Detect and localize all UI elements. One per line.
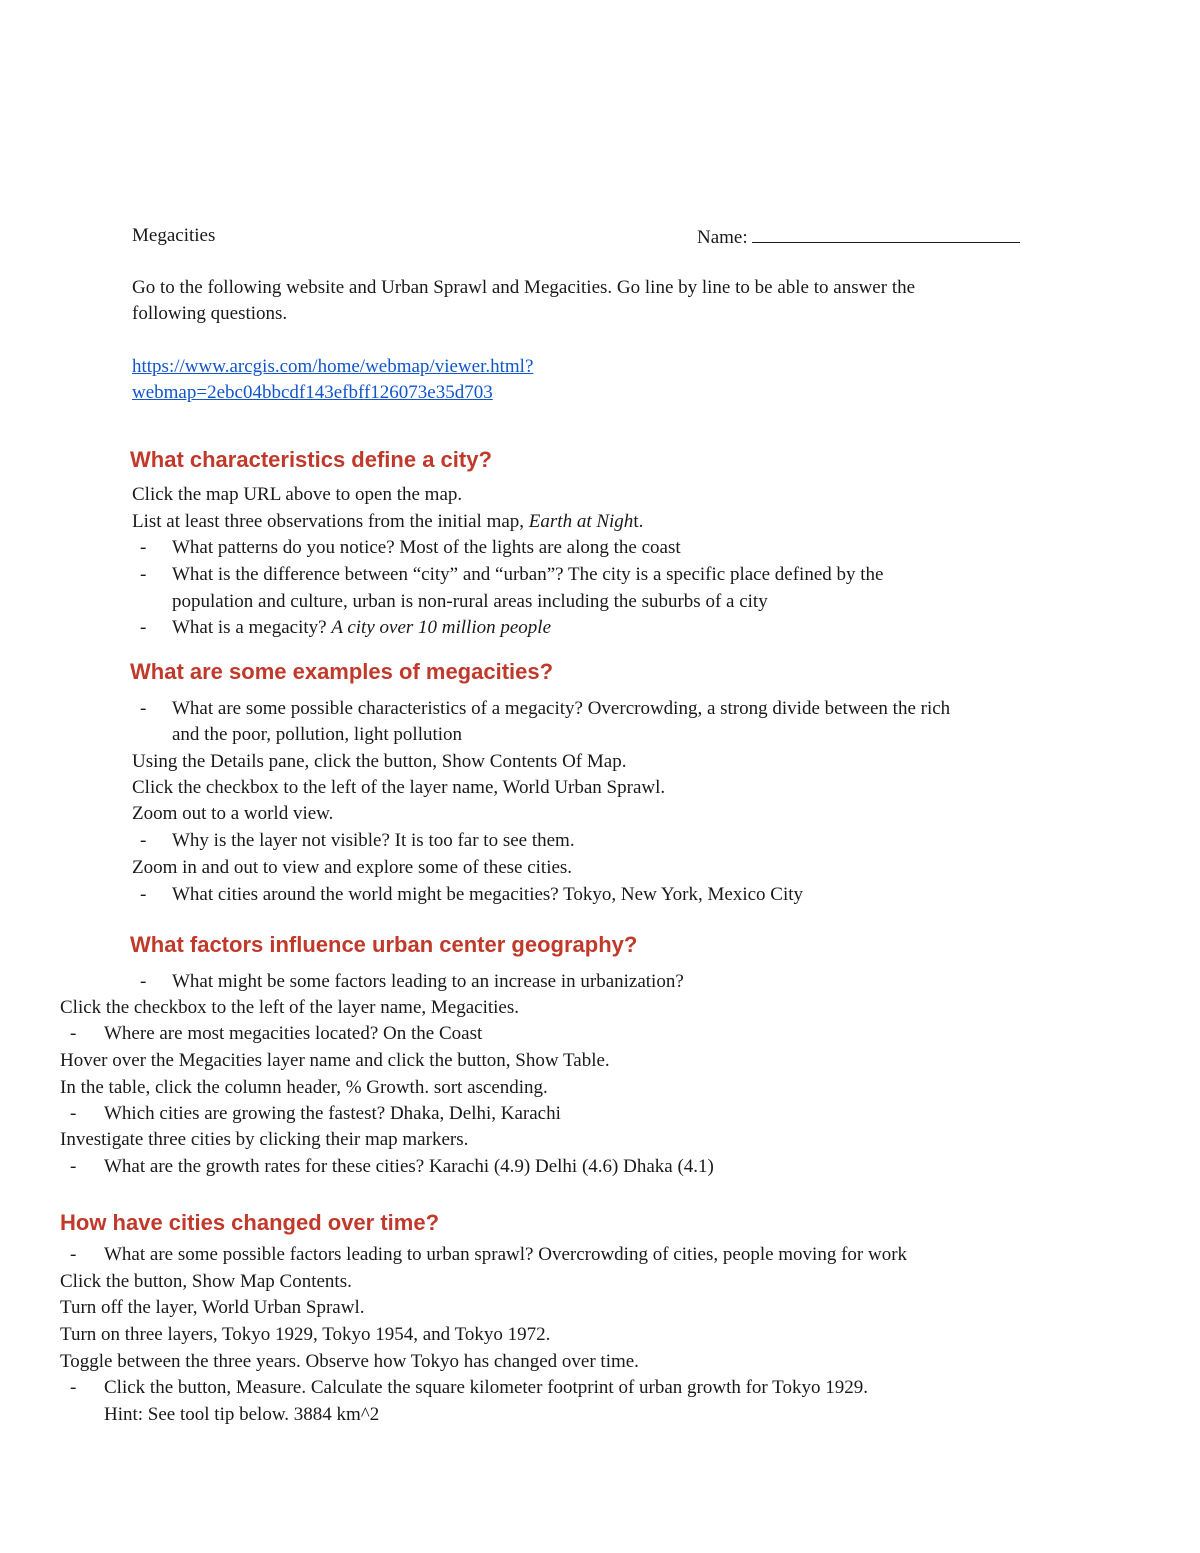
instruction-line: Toggle between the three years. Observe how Tokyo has changed over time. [60, 1351, 639, 1372]
question-answer-line: and the poor, pollution, light pollution [172, 724, 463, 745]
bullet-dash: - [140, 698, 147, 719]
question-answer-line: What are some possible characteristics of a megacity? Overcrowding, a strong divide between the rich [172, 698, 951, 719]
question-answer-line: Hint: See tool tip below. 3884 km^2 [104, 1404, 380, 1425]
bullet-dash: - [140, 884, 147, 905]
map-url-link-line-1[interactable]: https://www.arcgis.com/home/webmap/viewer.html? [132, 356, 534, 377]
question-answer-line: What is a megacity? A city over 10 million people [172, 617, 552, 638]
question-answer-line: Which cities are growing the fastest? Dhaka, Delhi, Karachi [104, 1103, 561, 1124]
instruction-line: Zoom out to a world view. [132, 803, 334, 824]
bullet-dash: - [70, 1377, 77, 1398]
section-heading-city-characteristics: What characteristics define a city? [130, 447, 492, 472]
question-answer-line: Where are most megacities located? On the Coast [104, 1023, 483, 1044]
instruction-line: Click the checkbox to the left of the layer name, World Urban Sprawl. [132, 777, 666, 798]
instruction-line: Click the button, Show Map Contents. [60, 1271, 352, 1292]
question-answer-line: What might be some factors leading to an increase in urbanization? [172, 971, 684, 992]
bullet-dash: - [140, 830, 147, 851]
bullet-dash: - [70, 1103, 77, 1124]
bullet-dash: - [140, 537, 147, 558]
document-title: Megacities [132, 225, 216, 246]
instruction-line: Click the checkbox to the left of the layer name, Megacities. [60, 997, 519, 1018]
instruction-line: Click the map URL above to open the map. [132, 484, 463, 505]
section-heading-megacity-examples: What are some examples of megacities? [130, 659, 554, 684]
bullet-dash: - [70, 1156, 77, 1177]
bullet-dash: - [70, 1244, 77, 1265]
question-answer-line: What are the growth rates for these cities? Karachi (4.9) Delhi (4.6) Dhaka (4.1) [104, 1156, 714, 1177]
instruction-line: Using the Details pane, click the button, Show Contents Of Map. [132, 751, 627, 772]
bullet-dash: - [140, 971, 147, 992]
instruction-line: Turn off the layer, World Urban Sprawl. [60, 1297, 365, 1318]
instruction-line: Investigate three cities by clicking their map markers. [60, 1129, 469, 1150]
bullet-dash: - [140, 617, 147, 638]
instruction-line: Turn on three layers, Tokyo 1929, Tokyo 1954, and Tokyo 1972. [60, 1324, 551, 1345]
intro-line-1: Go to the following website and Urban Sprawl and Megacities. Go line by line to be able to answer the [132, 277, 916, 298]
name-blank-line [752, 224, 1020, 243]
question-answer-line: What cities around the world might be megacities? Tokyo, New York, Mexico City [172, 884, 804, 905]
section-heading-cities-over-time: How have cities changed over time? [60, 1210, 440, 1235]
bullet-dash: - [70, 1023, 77, 1044]
instruction-line: List at least three observations from the initial map, Earth at Night. [132, 511, 644, 532]
section-heading-urban-geography: What factors influence urban center geography? [130, 932, 638, 957]
question-answer-line: What patterns do you notice? Most of the lights are along the coast [172, 537, 681, 558]
name-label: Name: [697, 227, 748, 248]
map-url-link-line-2[interactable]: webmap=2ebc04bbcdf143efbff126073e35d703 [132, 382, 493, 403]
intro-line-2: following questions. [132, 303, 288, 324]
question-answer-line: Why is the layer not visible? It is too far to see them. [172, 830, 575, 851]
instruction-line: Zoom in and out to view and explore some of these cities. [132, 857, 573, 878]
bullet-dash: - [140, 564, 147, 585]
question-answer-line: What are some possible factors leading to urban sprawl? Overcrowding of cities, people moving for work [104, 1244, 908, 1265]
question-answer-line: population and culture, urban is non-rural areas including the suburbs of a city [172, 591, 768, 612]
question-answer-line: Click the button, Measure. Calculate the square kilometer footprint of urban growth for Tokyo 1929. [104, 1377, 868, 1398]
name-field [697, 224, 1020, 250]
question-answer-line: What is the difference between “city” and “urban”? The city is a specific place defined by the [172, 564, 884, 585]
instruction-line: Hover over the Megacities layer name and click the button, Show Table. [60, 1050, 610, 1071]
instruction-line: In the table, click the column header, % Growth. sort ascending. [60, 1077, 548, 1098]
